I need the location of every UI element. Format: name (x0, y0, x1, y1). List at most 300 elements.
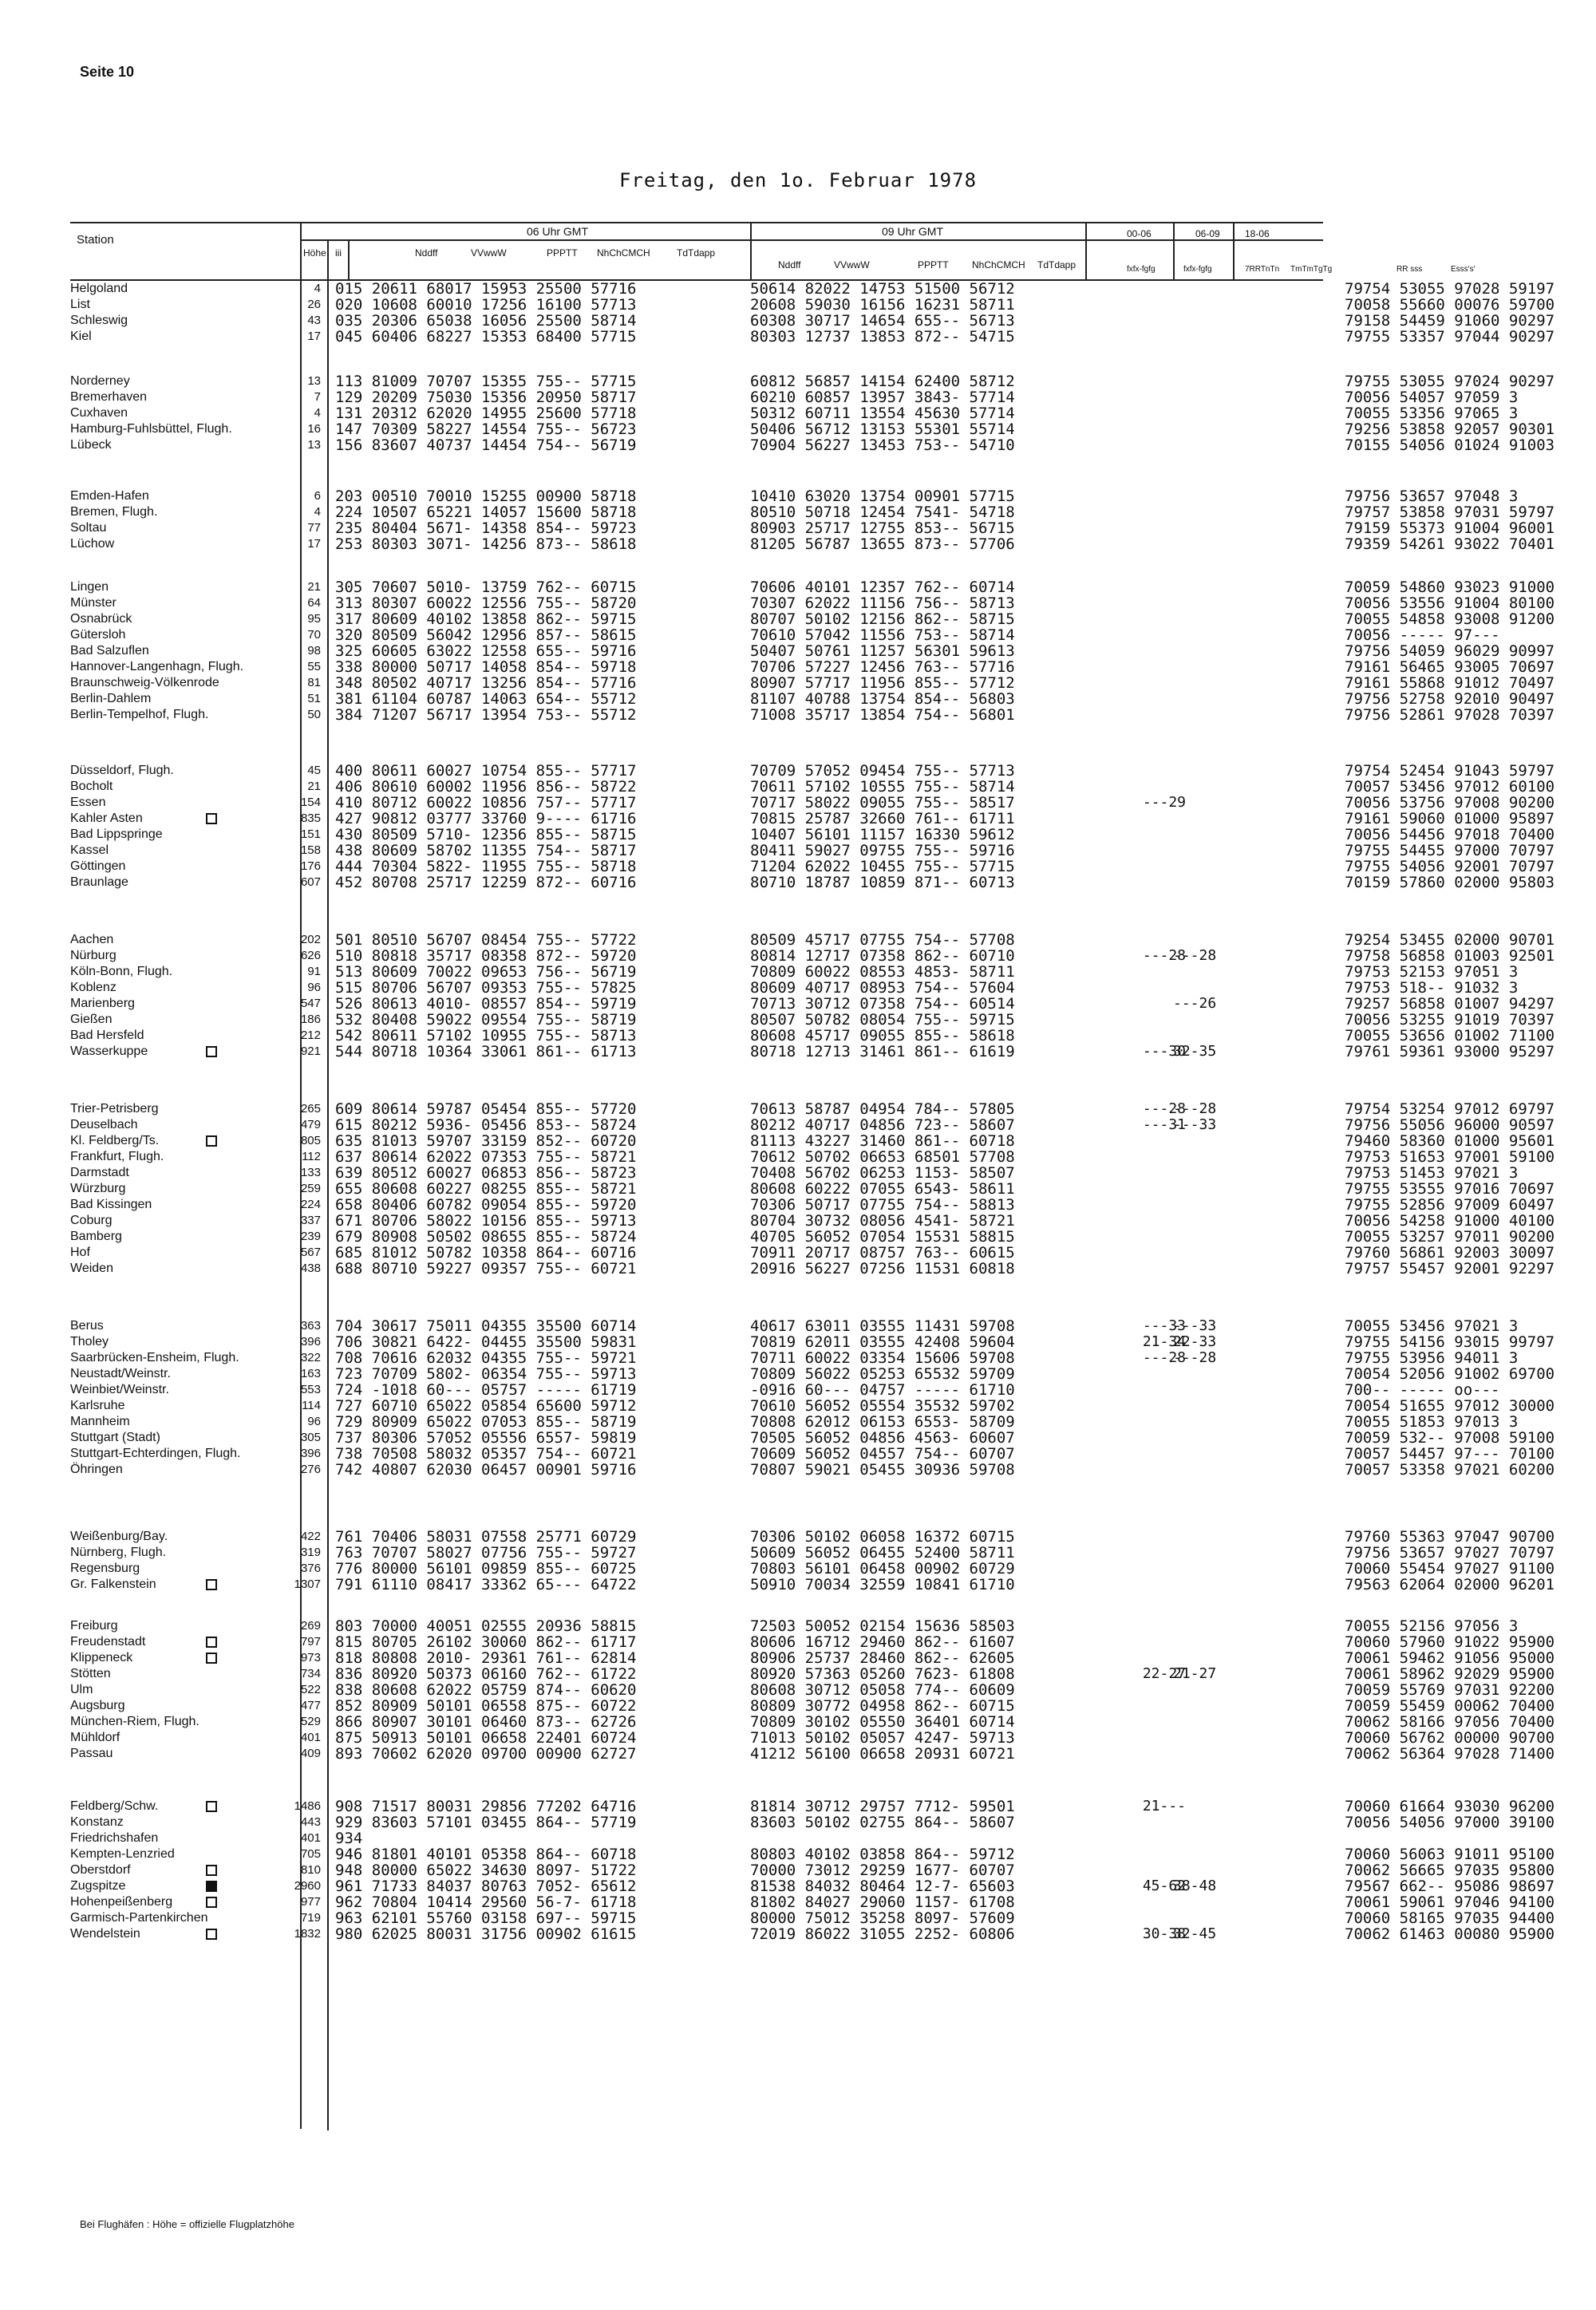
period-1806: 70059 55769 97031 92200 (1345, 1681, 1555, 1699)
station-height: 50 (307, 708, 321, 721)
table-row (0, 859, 1596, 875)
table-row (0, 1529, 1596, 1545)
obs-09-gmt: 81538 84032 80464 12-7- 65603 (750, 1878, 1015, 1895)
table-row (0, 795, 1596, 811)
period-0006: 30-38 (1142, 1925, 1186, 1942)
obs-06-gmt: 532 80408 59022 09554 755-- 58719 (335, 1011, 637, 1029)
station-height: 567 (300, 1246, 321, 1259)
station-height: 21 (307, 580, 321, 594)
obs-06-gmt: 348 80502 40717 13256 854-- 57716 (335, 674, 637, 692)
station-height: 805 (300, 1134, 321, 1147)
obs-06-gmt: 962 70804 10414 29560 56-7- 61718 (335, 1893, 637, 1911)
station-name: Karlsruhe (70, 1399, 125, 1412)
period-0609: ---33 (1173, 1116, 1217, 1133)
obs-09-gmt: 70717 58022 09055 755-- 58517 (750, 794, 1015, 811)
obs-06-gmt: 513 80609 70022 09653 756-- 56719 (335, 963, 637, 981)
period-0006: ---29 (1142, 794, 1186, 811)
station-height: 322 (300, 1351, 321, 1364)
station-height: 276 (300, 1463, 321, 1476)
period-0006: ---33 (1142, 1317, 1186, 1334)
obs-09-gmt: 70610 57042 11556 753-- 58714 (750, 626, 1015, 644)
station-group-4 (0, 579, 1596, 723)
square-marker-icon (206, 1579, 217, 1590)
period-1806: 70055 52156 97056 3 (1345, 1617, 1519, 1635)
period-1806: 70055 53356 97065 3 (1345, 405, 1519, 422)
station-name: Ulm (70, 1683, 93, 1696)
obs-06-gmt: 381 61104 60787 14063 654-- 55712 (335, 690, 637, 708)
station-height: 43 (307, 314, 321, 327)
table-row (0, 779, 1596, 795)
obs-09-gmt: 70613 58787 04954 784-- 57805 (750, 1100, 1015, 1118)
station-name: Darmstadt (70, 1166, 129, 1179)
obs-09-gmt: 70307 62022 11156 756-- 58713 (750, 594, 1015, 612)
station-name: Bremen, Flugh. (70, 505, 158, 519)
table-row (0, 405, 1596, 421)
obs-09-gmt: 80507 50782 08054 755-- 59715 (750, 1011, 1015, 1029)
station-name: Lübeck (70, 438, 112, 452)
obs-09-gmt: 80000 75012 35258 8097- 57609 (750, 1909, 1015, 1927)
obs-06-gmt: 452 80708 25717 12259 872-- 60716 (335, 874, 637, 891)
period-1806: 70057 54457 97--- 70100 (1345, 1445, 1555, 1463)
col-rrtn: 7RRTnTn (1245, 265, 1280, 274)
table-row (0, 1746, 1596, 1762)
obs-09-gmt: 71013 50102 05057 4247- 59713 (750, 1729, 1015, 1747)
obs-06-gmt: 203 00510 70010 15255 00900 58718 (335, 488, 637, 505)
station-name: Kempten-Lenzried (70, 1847, 175, 1861)
station-height: 114 (302, 1399, 321, 1412)
period-1806: 79760 56861 92003 30097 (1345, 1244, 1555, 1262)
period-0006: 21--- (1142, 1798, 1186, 1814)
station-height: 133 (300, 1166, 321, 1179)
period-1806: 70062 56364 97028 71400 (1345, 1745, 1555, 1763)
obs-09-gmt: 50406 56712 13153 55301 55714 (750, 421, 1015, 438)
table-row (0, 1666, 1596, 1682)
period-1806: 79159 55373 91004 96001 (1345, 519, 1555, 537)
station-height: 626 (300, 949, 321, 962)
station-group-11 (0, 1799, 1596, 1942)
station-name: Kl. Feldberg/Ts. (70, 1134, 160, 1147)
table-row (0, 1117, 1596, 1133)
period-0006: 22-27 (1142, 1665, 1186, 1682)
obs-09-gmt: 71204 62022 10455 755-- 57715 (750, 858, 1015, 875)
table-row (0, 1926, 1596, 1942)
group-09-title: 09 Uhr GMT (882, 225, 944, 238)
obs-06-gmt: 706 30821 6422- 04455 35500 59831 (335, 1333, 637, 1351)
period-1806: 79161 59060 01000 95897 (1345, 810, 1555, 827)
station-name: Passau (70, 1747, 113, 1760)
table-row (0, 488, 1596, 504)
obs-09-gmt: 70803 56101 06458 00902 60729 (750, 1560, 1015, 1578)
obs-09-gmt: 50614 82022 14753 51500 56712 (750, 280, 1015, 298)
station-height: 810 (300, 1863, 321, 1877)
obs-09-gmt: 50407 50761 11257 56301 59613 (750, 642, 1015, 660)
table-row (0, 964, 1596, 980)
period-1806: 70056 ----- 97--- (1345, 626, 1500, 644)
table-row (0, 1245, 1596, 1261)
table-row (0, 1028, 1596, 1044)
obs-06-gmt: 320 80509 56042 12956 857-- 58615 (335, 626, 637, 644)
table-row (0, 691, 1596, 707)
obs-06-gmt: 438 80609 58702 11355 754-- 58717 (335, 842, 637, 859)
col-period-1806: 18-06 (1245, 228, 1270, 239)
station-name: Lingen (70, 580, 109, 594)
station-name: Stötten (70, 1667, 111, 1680)
station-group-3 (0, 488, 1596, 552)
station-height: 16 (307, 422, 321, 436)
station-name: Kassel (70, 843, 109, 857)
station-height: 1832 (294, 1927, 321, 1941)
period-0006: ---28 (1142, 1100, 1186, 1117)
period-1806: 79755 53956 94011 3 (1345, 1349, 1519, 1367)
obs-06-gmt: 671 80706 58022 10156 855-- 59713 (335, 1212, 637, 1230)
period-1806: 79755 54156 93015 99797 (1345, 1333, 1555, 1351)
obs-06-gmt: 235 80404 5671- 14358 854-- 59723 (335, 519, 637, 537)
station-name: Friedrichshafen (70, 1831, 159, 1845)
col-period-0006: 00-06 (1127, 228, 1152, 239)
obs-06-gmt: 655 80608 60227 08255 855-- 58721 (335, 1180, 637, 1198)
station-height: 522 (300, 1683, 321, 1696)
station-height: 17 (307, 330, 321, 343)
station-height: 973 (300, 1651, 321, 1664)
table-row (0, 1261, 1596, 1277)
period-1806: 70062 56665 97035 95800 (1345, 1862, 1555, 1879)
obs-09-gmt: 70610 56052 05554 35532 59702 (750, 1397, 1015, 1415)
table-row (0, 1814, 1596, 1830)
station-name: Regensburg (70, 1562, 140, 1575)
obs-06-gmt: 045 60406 68227 15353 68400 57715 (335, 328, 637, 346)
obs-09-gmt: 80803 40102 03858 864-- 59712 (750, 1846, 1015, 1863)
obs-09-gmt: 40617 63011 03555 11431 59708 (750, 1317, 1015, 1335)
station-height: 7 (314, 390, 321, 404)
station-name: Klippeneck (70, 1651, 133, 1664)
period-1806: 70055 51853 97013 3 (1345, 1413, 1519, 1431)
period-1806: 70062 61463 00080 95900 (1345, 1925, 1555, 1943)
station-name: Öhringen (70, 1463, 123, 1476)
obs-09-gmt: 80609 40717 08953 754-- 57604 (750, 979, 1015, 997)
obs-06-gmt: 639 80512 60027 06853 856-- 58723 (335, 1164, 637, 1182)
period-1806: 70056 54057 97059 3 (1345, 389, 1519, 406)
square-marker-icon (206, 1929, 217, 1940)
obs-06-gmt: 305 70607 5010- 13759 762-- 60715 (335, 578, 637, 596)
table-row (0, 1577, 1596, 1593)
obs-06-gmt: 818 80808 2010- 29361 761-- 62814 (335, 1649, 637, 1667)
obs-06-gmt: 406 80610 60002 11956 856-- 58722 (335, 778, 637, 796)
station-name: Münster (70, 596, 117, 610)
table-row (0, 1682, 1596, 1698)
station-name: Bad Salzuflen (70, 644, 149, 657)
period-1806: 70060 56762 00000 90700 (1345, 1729, 1555, 1747)
period-1806: 70061 59061 97046 94100 (1345, 1893, 1555, 1911)
period-1806: 79761 59361 93000 95297 (1345, 1043, 1555, 1060)
square-marker-icon (206, 1135, 217, 1147)
obs-06-gmt: 742 40807 62030 06457 00901 59716 (335, 1461, 637, 1479)
period-0609: 38-48 (1173, 1878, 1217, 1894)
station-name: Bad Kissingen (70, 1198, 152, 1211)
obs-06-gmt: 400 80611 60027 10754 855-- 57717 (335, 762, 637, 780)
table-row (0, 1862, 1596, 1878)
period-1806: 79756 55056 96000 90597 (1345, 1116, 1555, 1134)
station-name: Oberstdorf (70, 1863, 131, 1877)
table-row (0, 579, 1596, 595)
period-1806: 79756 52861 97028 70397 (1345, 706, 1555, 724)
station-name: Aachen (70, 933, 114, 946)
station-height: 797 (300, 1635, 321, 1649)
station-name: Tholey (70, 1335, 109, 1348)
table-row (0, 595, 1596, 611)
station-name: Mühldorf (70, 1731, 120, 1744)
station-name: Weinbiet/Weinstr. (70, 1383, 169, 1396)
obs-06-gmt: 615 80212 5936- 05456 853-- 58724 (335, 1116, 637, 1134)
station-height: 396 (300, 1447, 321, 1460)
period-1806: 79756 52758 92010 90497 (1345, 690, 1555, 708)
table-row (0, 1213, 1596, 1229)
col-period-0609: 06-09 (1195, 228, 1220, 239)
obs-09-gmt: 70807 59021 05455 30936 59708 (750, 1461, 1015, 1479)
period-1806: 70159 57860 02000 95803 (1345, 874, 1555, 891)
period-1806: 79256 53858 92057 90301 (1345, 421, 1555, 438)
col-nddff-06: Nddff (415, 247, 438, 259)
col-fxfx-1: fxfx-fgfg (1127, 265, 1156, 274)
table-row (0, 1044, 1596, 1060)
obs-09-gmt: 70609 56052 04557 754-- 60707 (750, 1445, 1015, 1463)
obs-09-gmt: 70709 57052 09454 755-- 57713 (750, 762, 1015, 780)
obs-09-gmt: 80707 50102 12156 862-- 58715 (750, 610, 1015, 628)
station-name: Gr. Falkenstein (70, 1578, 156, 1591)
station-height: 77 (307, 521, 321, 535)
station-name: Berlin-Tempelhof, Flugh. (70, 708, 209, 721)
obs-09-gmt: 60812 56857 14154 62400 58712 (750, 373, 1015, 390)
rule-0006-end (1173, 222, 1175, 279)
obs-09-gmt: 80608 45717 09055 855-- 58618 (750, 1027, 1015, 1044)
station-height: 26 (307, 298, 321, 311)
obs-09-gmt: 80903 25717 12755 853-- 56715 (750, 519, 1015, 537)
station-height: 151 (300, 827, 321, 841)
col-pppt-06: PPPTT (547, 247, 578, 259)
obs-06-gmt: 791 61110 08417 33362 65--- 64722 (335, 1576, 637, 1593)
square-marker-icon (206, 1046, 217, 1057)
obs-06-gmt: 113 81009 70707 15355 755-- 57715 (335, 373, 637, 390)
table-row (0, 843, 1596, 859)
obs-06-gmt: 704 30617 75011 04355 35500 60714 (335, 1317, 637, 1335)
obs-06-gmt: 685 81012 50782 10358 864-- 60716 (335, 1244, 637, 1262)
obs-09-gmt: 70815 25787 32660 761-- 61711 (750, 810, 1015, 827)
station-name: Helgoland (70, 282, 128, 295)
period-0609: 32-45 (1173, 1925, 1217, 1942)
period-1806: 700-- ----- oo--- (1345, 1381, 1500, 1399)
station-name: Würzburg (70, 1182, 126, 1195)
table-row (0, 1714, 1596, 1730)
obs-09-gmt: -0916 60--- 04757 ----- 61710 (750, 1381, 1015, 1399)
station-name: Deuselbach (70, 1118, 138, 1131)
period-1806: 79757 55457 92001 92297 (1345, 1260, 1555, 1277)
station-name: Hannover-Langenhagn, Flugh. (70, 660, 244, 673)
period-0006: ---28 (1142, 1349, 1186, 1366)
obs-09-gmt: 80509 45717 07755 754-- 57708 (750, 931, 1015, 949)
station-name: Feldberg/Schw. (70, 1799, 159, 1813)
station-height: 921 (300, 1044, 321, 1058)
obs-06-gmt: 875 50913 50101 06658 22401 60724 (335, 1729, 637, 1747)
period-0006: 45-62 (1142, 1878, 1186, 1894)
col-station-header: Station (77, 233, 114, 247)
station-name: Coburg (70, 1214, 113, 1227)
obs-06-gmt: 727 60710 65022 05854 65600 59712 (335, 1397, 637, 1415)
period-1806: 79161 55868 91012 70497 (1345, 674, 1555, 692)
table-row (0, 763, 1596, 779)
station-name: Stuttgart (Stadt) (70, 1431, 160, 1444)
period-1806: 79756 54059 96029 90997 (1345, 642, 1555, 660)
obs-06-gmt: 934 (335, 1830, 363, 1847)
obs-06-gmt: 224 10507 65221 14057 15600 58718 (335, 503, 637, 521)
table-row (0, 421, 1596, 437)
obs-09-gmt: 70612 50702 06653 68501 57708 (750, 1148, 1015, 1166)
period-1806: 79760 55363 97047 90700 (1345, 1528, 1555, 1546)
period-1806: 70056 54056 97000 39100 (1345, 1814, 1555, 1831)
table-row (0, 1799, 1596, 1814)
table-row (0, 1398, 1596, 1414)
table-row (0, 659, 1596, 675)
period-0609: ---28 (1173, 1100, 1217, 1117)
obs-06-gmt: 929 83603 57101 03455 864-- 57719 (335, 1814, 637, 1831)
obs-09-gmt: 10407 56101 11157 16330 59612 (750, 826, 1015, 843)
obs-06-gmt: 761 70406 58031 07558 25771 60729 (335, 1528, 637, 1546)
obs-06-gmt: 658 80406 60782 09054 855-- 59720 (335, 1196, 637, 1214)
station-height: 51 (307, 692, 321, 705)
square-marker-icon (206, 1637, 217, 1648)
obs-06-gmt: 501 80510 56707 08454 755-- 57722 (335, 931, 637, 949)
period-1806: 70060 61664 93030 96200 (1345, 1798, 1555, 1815)
station-name: Freiburg (70, 1619, 118, 1633)
station-height: 401 (300, 1831, 321, 1845)
obs-06-gmt: 317 80609 40102 13858 862-- 59715 (335, 610, 637, 628)
obs-06-gmt: 852 80909 50101 06558 875-- 60722 (335, 1697, 637, 1715)
period-1806: 70055 53456 97021 3 (1345, 1317, 1519, 1335)
rule-09-end (1085, 222, 1087, 279)
station-height: 2960 (294, 1879, 321, 1893)
station-height: 835 (300, 811, 321, 825)
station-name: Göttingen (70, 859, 126, 873)
period-1806: 79359 54261 93022 70401 (1345, 535, 1555, 553)
period-1806: 70058 55660 00076 59700 (1345, 296, 1555, 314)
period-0006: ---28 (1142, 947, 1186, 964)
table-row (0, 504, 1596, 520)
station-name: Konstanz (70, 1815, 124, 1829)
col-tdtd-09: TdTdapp (1037, 259, 1077, 270)
obs-06-gmt: 948 80000 65022 34630 8097- 51722 (335, 1862, 637, 1879)
table-row (0, 1846, 1596, 1862)
station-name: Wendelstein (70, 1927, 140, 1941)
table-row (0, 643, 1596, 659)
obs-06-gmt: 708 70616 62032 04355 755-- 59721 (335, 1349, 637, 1367)
period-1806: 79563 62064 02000 96201 (1345, 1576, 1555, 1593)
obs-09-gmt: 50312 60711 13554 45630 57714 (750, 405, 1015, 422)
station-name: Garmisch-Partenkirchen (70, 1911, 208, 1925)
station-name: Hamburg-Fuhlsbüttel, Flugh. (70, 422, 232, 436)
station-name: Kahler Asten (70, 811, 143, 825)
station-height: 396 (300, 1335, 321, 1348)
table-row (0, 1634, 1596, 1650)
station-name: List (70, 298, 90, 311)
obs-09-gmt: 80510 50718 12454 7541- 54718 (750, 503, 1015, 521)
station-height: 401 (300, 1731, 321, 1744)
table-row (0, 980, 1596, 996)
period-1806: 70056 54456 97018 70400 (1345, 826, 1555, 843)
rule-0609-end (1233, 222, 1235, 279)
obs-09-gmt: 41212 56100 06658 20931 60721 (750, 1745, 1015, 1763)
obs-06-gmt: 961 71733 84037 80763 7052- 65612 (335, 1878, 637, 1895)
station-height: 186 (300, 1013, 321, 1026)
table-row (0, 875, 1596, 890)
report-date: Freitag, den 1o. Februar 1978 (618, 169, 978, 192)
period-1806: 70056 54258 91000 40100 (1345, 1212, 1555, 1230)
obs-06-gmt: 430 80509 5710- 12356 855-- 58715 (335, 826, 637, 843)
station-height: 363 (300, 1319, 321, 1333)
table-row (0, 1462, 1596, 1478)
obs-06-gmt: 737 80306 57052 05556 6557- 59819 (335, 1429, 637, 1447)
obs-09-gmt: 70306 50717 07755 754-- 58813 (750, 1196, 1015, 1214)
table-row (0, 1910, 1596, 1926)
period-1806: 79257 56858 01007 94297 (1345, 995, 1555, 1013)
table-row (0, 281, 1596, 297)
obs-06-gmt: 679 80908 50502 08655 855-- 58724 (335, 1228, 637, 1246)
col-tdtd-06: TdTdapp (677, 247, 716, 259)
station-name: Lüchow (70, 537, 115, 551)
station-height: 1307 (294, 1578, 321, 1591)
obs-09-gmt: 80814 12717 07358 862-- 60710 (750, 947, 1015, 965)
col-hoehe-header: Höhe (303, 247, 326, 259)
station-height: 305 (300, 1431, 321, 1444)
station-name: Köln-Bonn, Flugh. (70, 965, 173, 978)
square-marker-icon (206, 1897, 217, 1908)
table-row (0, 1430, 1596, 1446)
station-height: 259 (300, 1182, 321, 1195)
obs-09-gmt: 70711 60022 03354 15606 59708 (750, 1349, 1015, 1367)
obs-06-gmt: 963 62101 55760 03158 697-- 59715 (335, 1909, 637, 1927)
square-marker-icon (206, 1865, 217, 1876)
obs-06-gmt: 836 80920 50373 06160 762-- 61722 (335, 1665, 637, 1683)
obs-09-gmt: 50910 70034 32559 10841 61710 (750, 1576, 1015, 1593)
period-1806: 79567 662-- 95086 98697 (1345, 1878, 1555, 1895)
period-1806: 70060 57960 91022 95900 (1345, 1633, 1555, 1651)
station-height: 154 (300, 796, 321, 809)
col-pppt-09: PPPTT (918, 259, 949, 270)
station-height: 6 (314, 489, 321, 503)
station-name: Norderney (70, 374, 130, 388)
table-row (0, 313, 1596, 329)
station-name: Weiden (70, 1262, 113, 1275)
station-height: 529 (300, 1715, 321, 1728)
obs-09-gmt: 70000 73012 29259 1677- 60707 (750, 1862, 1015, 1879)
rule-after-iii (348, 239, 350, 279)
table-row (0, 1545, 1596, 1561)
obs-06-gmt: 384 71207 56717 13954 753-- 55712 (335, 706, 637, 724)
station-name: Emden-Hafen (70, 489, 149, 503)
station-name: Saarbrücken-Ensheim, Flugh. (70, 1351, 239, 1364)
obs-09-gmt: 70306 50102 06058 16372 60715 (750, 1528, 1015, 1546)
period-1806: 79754 52454 91043 59797 (1345, 762, 1555, 780)
obs-09-gmt: 80411 59027 09755 755-- 59716 (750, 842, 1015, 859)
station-height: 13 (307, 374, 321, 388)
period-1806: 79460 58360 01000 95601 (1345, 1132, 1555, 1150)
period-1806: 70059 55459 00062 70400 (1345, 1697, 1555, 1715)
period-1806: 70061 58962 92029 95900 (1345, 1665, 1555, 1683)
obs-06-gmt: 325 60605 63022 12558 655-- 59716 (335, 642, 637, 660)
col-esss: Esss's' (1451, 265, 1476, 274)
station-group-6 (0, 932, 1596, 1060)
table-row (0, 1878, 1596, 1894)
station-height: 705 (300, 1847, 321, 1861)
station-height: 158 (300, 843, 321, 857)
station-name: Hohenpeißenberg (70, 1895, 173, 1909)
